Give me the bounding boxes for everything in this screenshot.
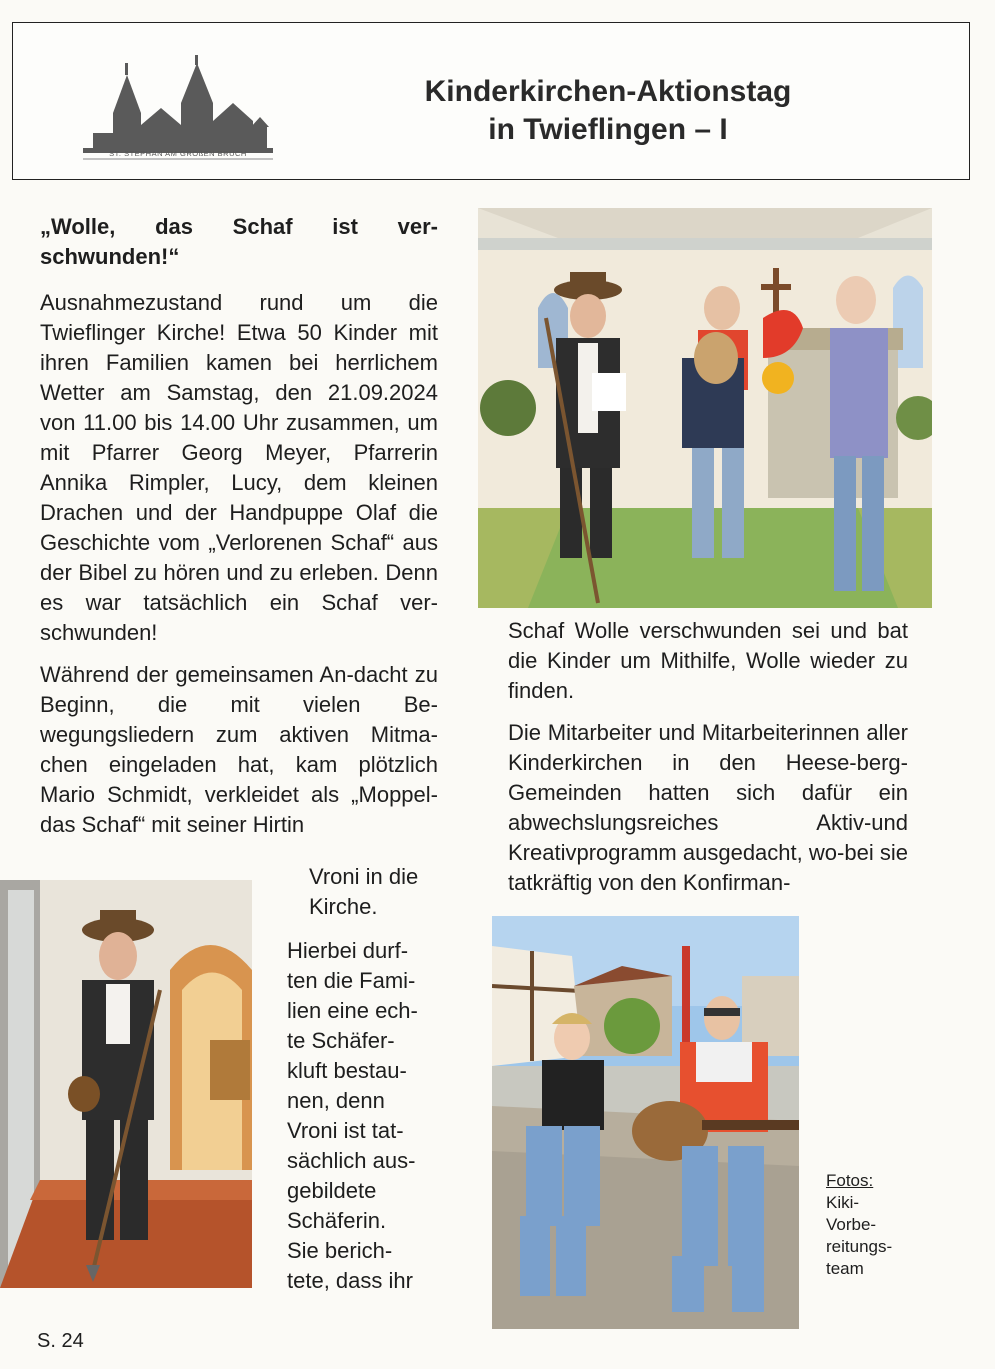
logo-caption: ST. STEPHAN AM GROßEN BRUCH	[109, 149, 247, 158]
church-logo-icon	[73, 53, 283, 178]
narrow-line: kluft bestau-	[287, 1058, 407, 1083]
paragraph-intro: Ausnahmezustand rund um die Twieflinger Kirche! Etwa 50 Kinder mit ihren Familien kamen bei herrlichem Wetter am Samstag, den 21.09.2024 von 11.00 bis 14.00 Uhr zusammen, um mit Pfarrer Georg Meyer, Pfarrerin Annika Rimpler, Lucy, dem kleinen Drachen und der Handpuppe Olaf die Geschichte vom „Verlorenen Schaf“ aus der Bibel zu hören und zu erleben. Denn es war tatsächlich ein Schaf ver-schwunden!	[40, 290, 438, 645]
photo-church-interior	[478, 208, 932, 608]
photo-guitar-team	[492, 916, 799, 1329]
narrow-line: Vroni ist tat-	[287, 1118, 404, 1143]
narrow-line: Sie berich-	[287, 1238, 393, 1263]
narrow-line: ten die Fami-	[287, 968, 416, 993]
photo-credit	[826, 1170, 926, 1280]
narrow-line: lien eine ech-	[287, 998, 418, 1023]
right-column	[508, 616, 908, 898]
credit-label: Fotos:	[826, 1171, 874, 1190]
narrow-line: tete, dass ihr	[287, 1268, 413, 1293]
credit-line: reitungs-	[826, 1237, 893, 1256]
narrow-line: gebildete	[287, 1178, 377, 1203]
narrow-line: te Schäfer-	[287, 1028, 395, 1053]
narrow-line: Vroni in die	[309, 864, 419, 889]
narrow-column	[287, 862, 447, 1296]
page-title	[373, 73, 843, 149]
article-headline: „Wolle, das Schaf ist ver-schwunden!“	[40, 214, 438, 269]
paragraph-mitarbeiter: Die Mitarbeiter und Mitarbeiterinnen aller Kinderkirchen in den Heese-berg- Gemeinden hatten sich dafür ein abwechslungsreiches Aktiv-und Kreativprogramm ausgedacht, wo-bei sie tatkräftig von den Konfirman-	[508, 720, 908, 895]
title-line-2: in Twieflingen – I	[488, 113, 728, 146]
paragraph-wolle: Schaf Wolle verschwunden sei und bat die Kinder um Mithilfe, Wolle wieder zu finden.	[508, 618, 908, 703]
credit-line: Kiki-	[826, 1193, 860, 1212]
photo-shepherdess	[0, 880, 252, 1288]
page-number: S. 24	[37, 1330, 84, 1352]
narrow-spacer	[287, 922, 447, 936]
paragraph-andacht: Während der gemeinsamen An-dacht zu Beginn, die mit vielen Be-wegungsliedern zum aktiven Mitma-chen eingeladen hat, kam plötzlich Mario Schmidt, verkleidet als „Moppel- das Schaf“ mit seiner Hirtin	[40, 662, 438, 837]
credit-line: team	[826, 1259, 864, 1278]
narrow-line: nen, denn	[287, 1088, 385, 1113]
credit-line: Vorbe-	[826, 1215, 877, 1234]
title-line-1: Kinderkirchen-Aktionstag	[424, 75, 792, 108]
narrow-line: Schäferin.	[287, 1208, 387, 1233]
left-column	[40, 288, 438, 840]
narrow-line: sächlich aus-	[287, 1148, 416, 1173]
header-box	[12, 22, 970, 180]
narrow-line: Kirche.	[309, 894, 378, 919]
narrow-line: Hierbei durf-	[287, 938, 409, 963]
